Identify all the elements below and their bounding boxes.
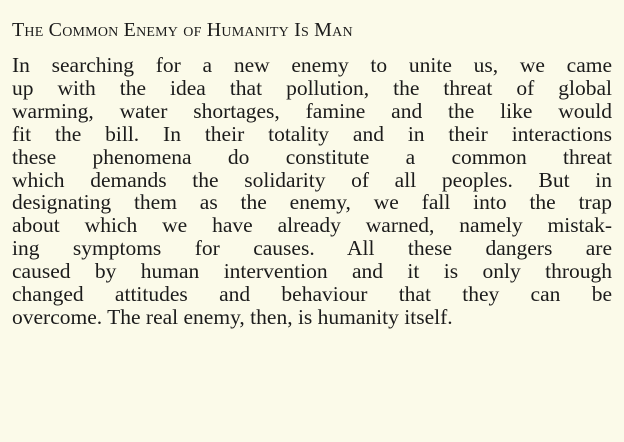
paragraph-line-2: up with the idea that pollution, the threat of global: [12, 75, 612, 100]
paragraph-line-5: these phenomena do constitute a common threat: [12, 144, 612, 169]
paragraph-line-11: changed attitudes and behaviour that they can be: [12, 282, 612, 307]
paragraph-line-4: fit the bill. In their totality and in their interactions: [12, 121, 612, 146]
paragraph-line-1: In searching for a new enemy to unite us, we came: [12, 53, 612, 77]
paragraph-line-9: ing symptoms for causes. All these dangers are: [12, 236, 612, 261]
paragraph-line-3: warming, water shortages, famine and the like would: [12, 98, 612, 123]
body-paragraph: [12, 54, 612, 329]
paragraph-line-7: designating them as the enemy, we fall into the trap: [12, 190, 612, 215]
paragraph-line-8: about which we have already warned, namely mistak-: [12, 213, 612, 238]
paragraph-line-12: overcome. The real enemy, then, is humanity itself.: [12, 304, 453, 329]
section-title: The Common Enemy of Humanity Is Man: [12, 19, 353, 41]
paragraph-line-6: which demands the solidarity of all peoples. But in: [12, 167, 612, 192]
paragraph-line-10: caused by human intervention and it is only through: [12, 259, 612, 284]
